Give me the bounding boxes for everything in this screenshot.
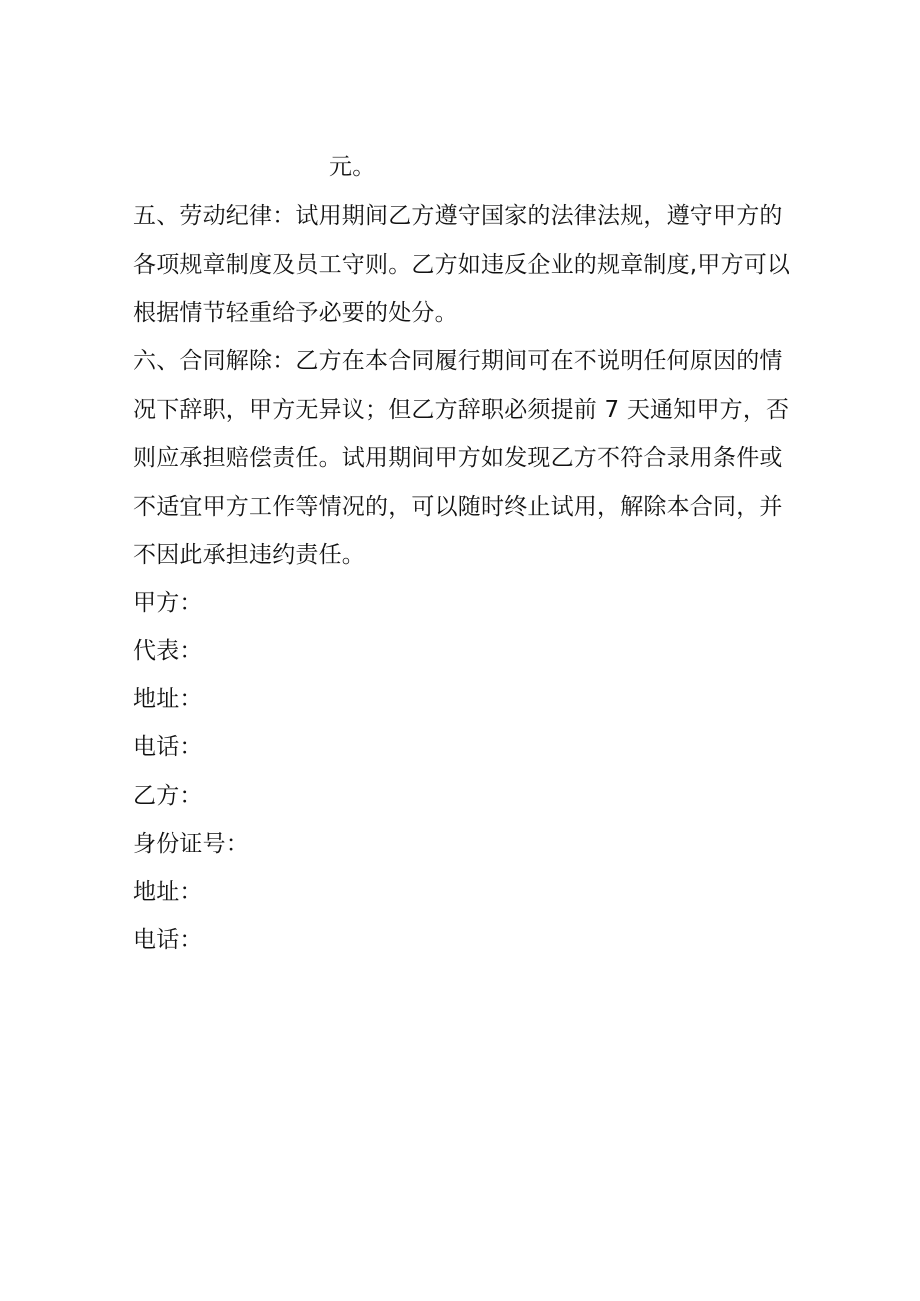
party-a-address-label: 地址：: [133, 686, 203, 712]
clause-6-line-1: 六、合同解除：乙方在本合同履行期间可在不说明任何原因的情: [133, 348, 783, 374]
party-a-label: 甲方：: [133, 590, 203, 616]
party-b-address-label: 地址：: [133, 879, 203, 905]
party-b-id-number-label: 身份证号：: [133, 831, 249, 857]
clause-6-line-3: 则应承担赔偿责任。试用期间甲方如发现乙方不符合录用条件或: [133, 445, 783, 471]
party-a-representative-label: 代表：: [133, 638, 203, 664]
party-b-label: 乙方：: [133, 783, 203, 809]
clause-6-line-2: 况下辞职，甲方无异议；但乙方辞职必须提前 7 天通知甲方，否: [133, 397, 790, 423]
clause-5-line-3: 根据情节轻重给予必要的处分。: [133, 300, 458, 326]
clause-6-line-4: 不适宜甲方工作等情况的，可以随时终止试用，解除本合同，并: [133, 494, 783, 520]
clause-5-line-2: 各项规章制度及员工守则。乙方如违反企业的规章制度,甲方可以: [133, 252, 791, 278]
party-a-phone-label: 电话：: [133, 734, 203, 760]
party-b-phone-label: 电话：: [133, 927, 203, 953]
clause-5-line-1: 五、劳动纪律：试用期间乙方遵守国家的法律法规，遵守甲方的: [133, 203, 783, 229]
clause-6-line-5: 不因此承担违约责任。: [133, 542, 365, 568]
amount-fragment: 元。: [329, 154, 376, 180]
